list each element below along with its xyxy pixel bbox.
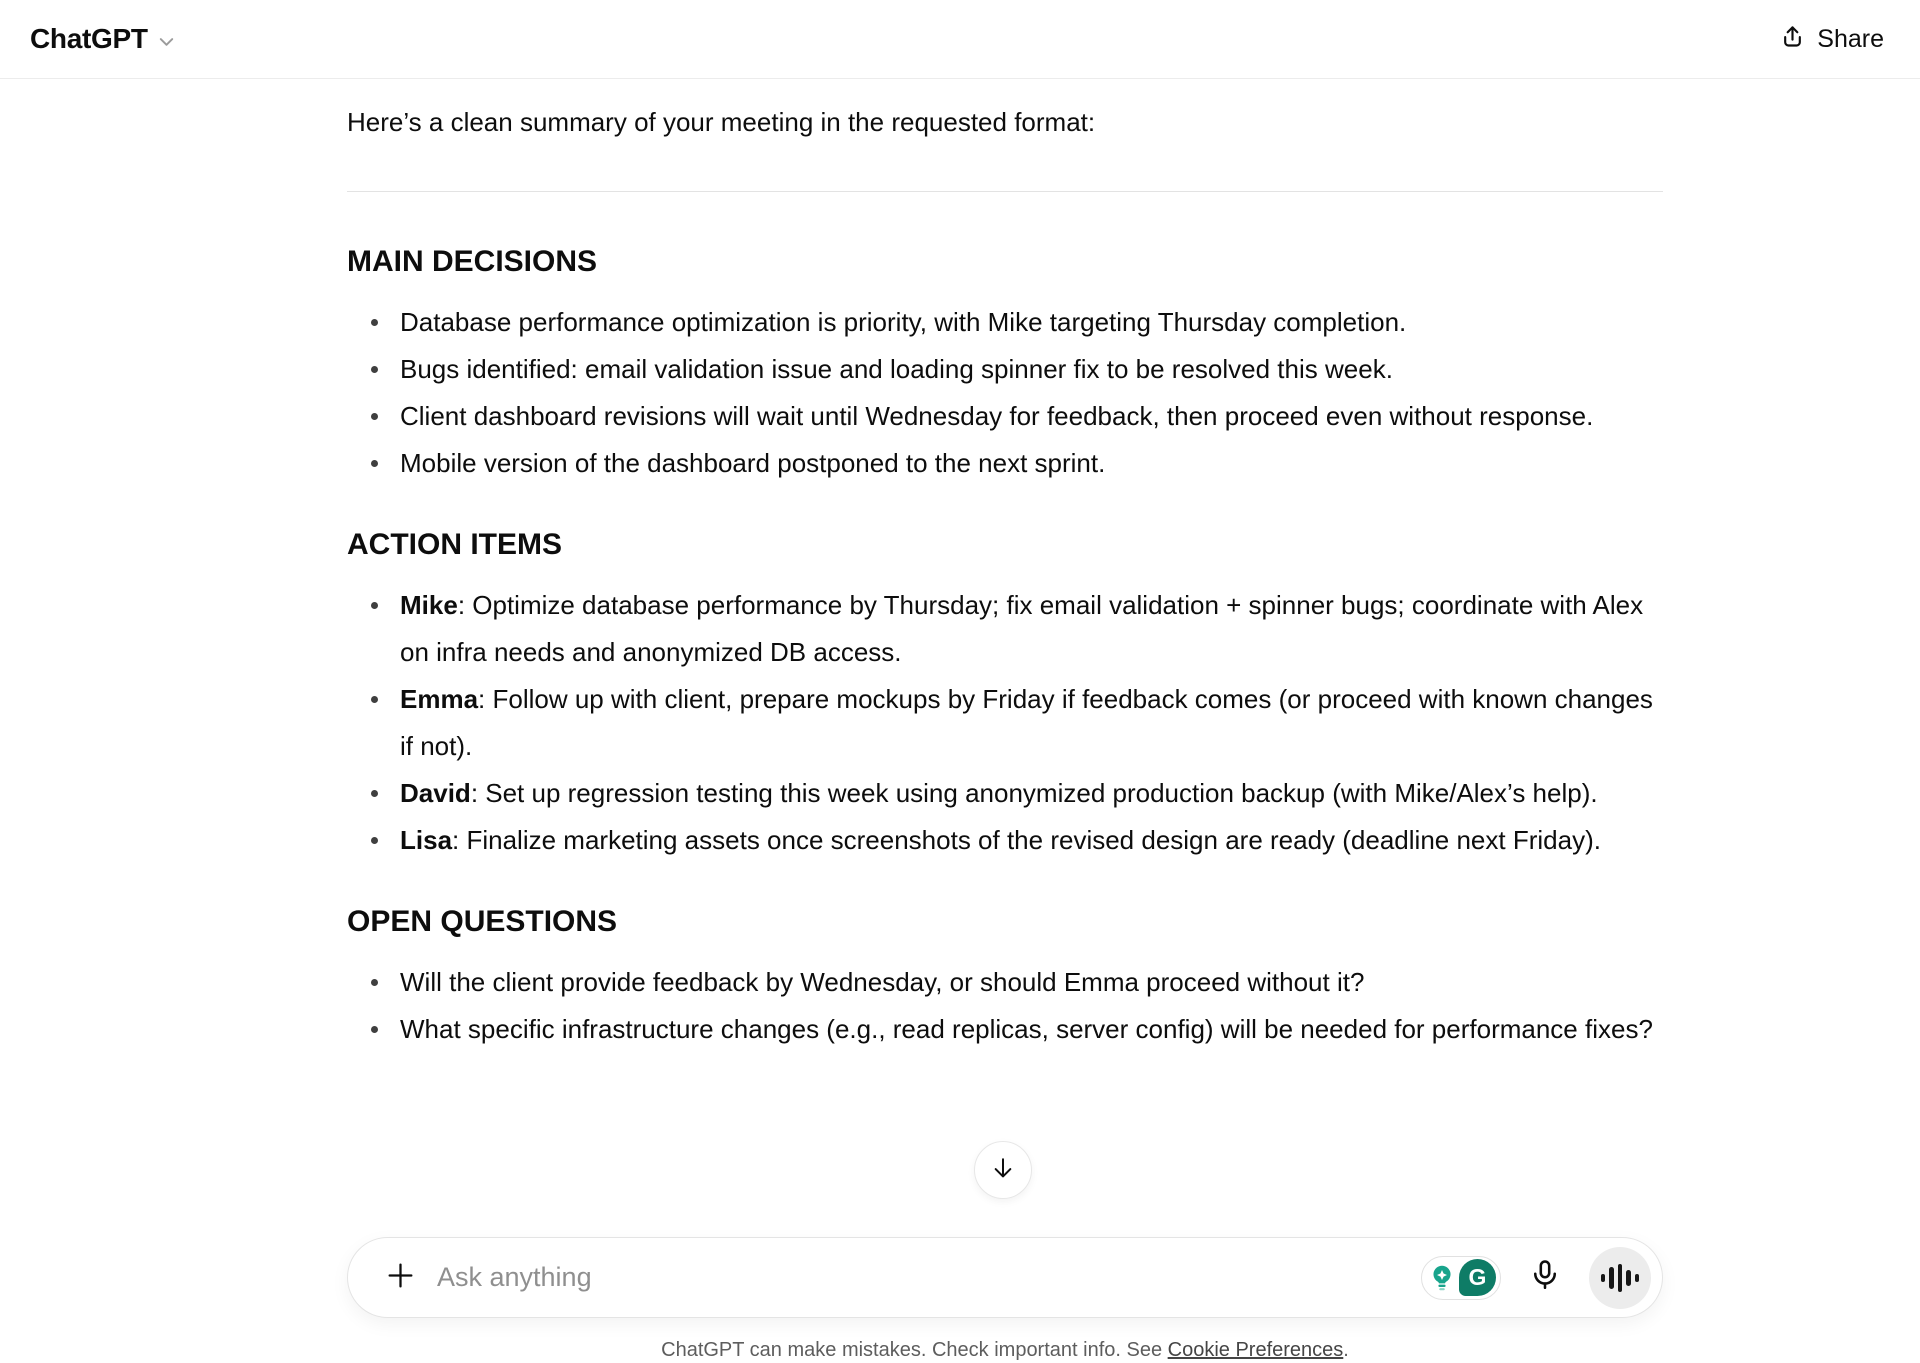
list-item: What specific infrastructure changes (e.g., read replicas, server config) will be needed for performance fixes?	[400, 1006, 1663, 1053]
section-heading-open-questions: OPEN QUESTIONS	[347, 905, 618, 938]
list-item	[400, 582, 1663, 676]
list-item: Bugs identified: email validation issue and loading spinner fix to be resolved this week.	[400, 346, 1663, 393]
model-switcher[interactable]	[30, 23, 178, 55]
share-button-label: Share	[1817, 24, 1884, 53]
dictate-button[interactable]	[1522, 1255, 1568, 1301]
cookie-preferences-link[interactable]: Cookie Preferences	[1167, 1339, 1344, 1361]
top-bar	[0, 0, 1920, 79]
voice-mode-icon	[1601, 1264, 1640, 1292]
list-item: Mobile version of the dashboard postponed to the next sprint.	[400, 440, 1663, 487]
attach-button[interactable]	[378, 1256, 422, 1300]
action-items-list	[347, 582, 1663, 864]
assignee-name: Lisa	[400, 825, 453, 855]
disclaimer-period: .	[1343, 1339, 1349, 1361]
main-decisions-list	[347, 299, 1663, 487]
section-heading-action-items: ACTION ITEMS	[347, 528, 562, 561]
chevron-down-icon	[155, 30, 178, 53]
action-item-text: : Set up regression testing this week using anonymized production backup (with Mike/Alex’s help).	[470, 778, 1598, 808]
open-questions-list	[347, 959, 1663, 1053]
list-item	[400, 817, 1663, 864]
grammarly-g-icon: G	[1459, 1259, 1496, 1296]
scroll-down-icon	[989, 1154, 1017, 1187]
composer	[347, 1237, 1663, 1318]
action-item-text: : Optimize database performance by Thursday; fix email validation + spinner bugs; coordinate with Alex on infra needs and anonymized DB access.	[400, 590, 1644, 667]
section-heading-main-decisions: MAIN DECISIONS	[347, 245, 598, 278]
plus-icon	[385, 1260, 416, 1296]
composer-actions	[1421, 1247, 1651, 1309]
list-item: Client dashboard revisions will wait until Wednesday for feedback, then proceed even without response.	[400, 393, 1663, 440]
grammarly-widget[interactable]	[1421, 1256, 1501, 1300]
message-intro: Here’s a clean summary of your meeting in the requested format:	[347, 107, 1096, 137]
voice-mode-button[interactable]	[1589, 1247, 1651, 1309]
list-item: Database performance optimization is priority, with Mike targeting Thursday completion.	[400, 299, 1663, 346]
share-button[interactable]	[1779, 23, 1884, 55]
assignee-name: Emma	[400, 684, 479, 714]
assistant-message	[347, 79, 1663, 1053]
scroll-to-bottom-button[interactable]	[974, 1141, 1032, 1199]
action-item-text: : Follow up with client, prepare mockups by Friday if feedback comes (or proceed with known changes if not).	[400, 684, 1653, 761]
section-divider	[347, 191, 1663, 192]
footer-disclaimer	[347, 1338, 1663, 1362]
action-item-text: : Finalize marketing assets once screenshots of the revised design are ready (deadline next Friday).	[452, 825, 1601, 855]
app-title: ChatGPT	[30, 23, 148, 54]
list-item	[400, 676, 1663, 770]
message-input[interactable]	[437, 1262, 1421, 1293]
assignee-name: Mike	[400, 590, 458, 620]
list-item	[400, 770, 1663, 817]
microphone-icon	[1527, 1257, 1563, 1298]
grammarly-lightbulb-icon	[1426, 1260, 1458, 1296]
share-icon	[1779, 23, 1806, 55]
disclaimer-text: ChatGPT can make mistakes. Check important info. See	[661, 1339, 1168, 1361]
list-item: Will the client provide feedback by Wednesday, or should Emma proceed without it?	[400, 959, 1663, 1006]
assignee-name: David	[400, 778, 471, 808]
